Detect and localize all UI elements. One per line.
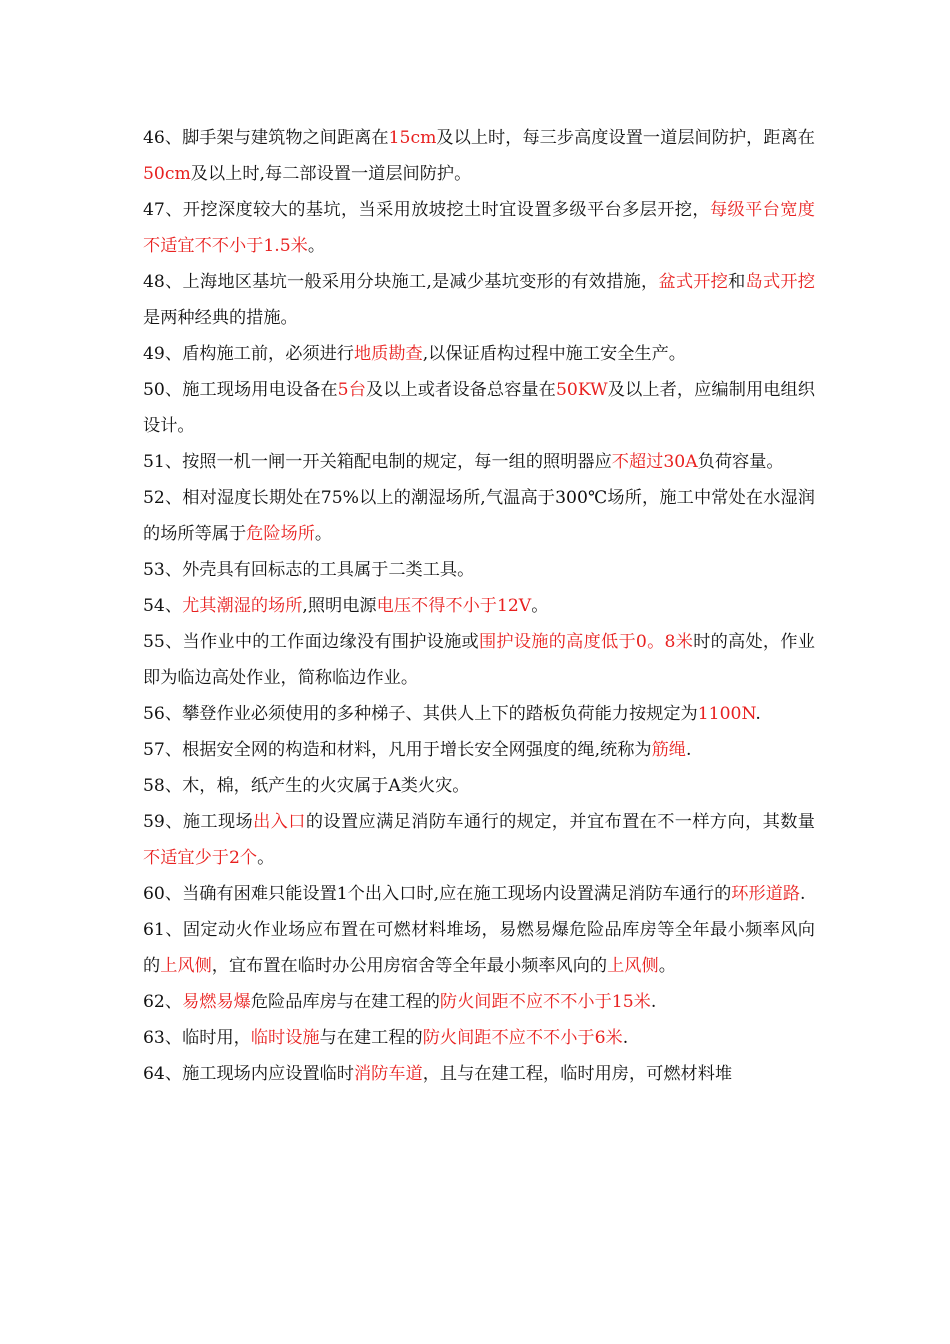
body-text: 及以上时,每二部设置一道层间防护。	[190, 164, 472, 184]
highlighted-text: 15cm	[388, 128, 437, 148]
body-text: 、上海地区基坑一般采用分块施工,是减少基坑变形的有效措施，	[164, 272, 659, 292]
highlighted-text: 5台	[337, 380, 366, 400]
item-number: 49	[143, 344, 165, 364]
body-text: 及以上时，每三步高度设置一道层间防护，距离在	[436, 128, 815, 148]
highlighted-text: 1100N	[697, 704, 756, 724]
item-number: 64	[143, 1064, 165, 1084]
body-text: ，宜布置在临时办公用房宿舍等全年最小频率风向的	[211, 956, 608, 976]
body-text: 和	[728, 272, 746, 292]
item-number: 47	[143, 200, 165, 220]
body-text: ，且与在建工程，临时用房，可燃材料堆	[422, 1064, 733, 1084]
body-text: 、固定动火作业场应布置在可燃材料堆场，易燃易爆危险品库房等全年最小频率风向的	[143, 920, 815, 976]
highlighted-text: 围护设施的高度低于0。8米	[479, 632, 694, 652]
body-text: 。	[257, 848, 275, 868]
body-text: 、按照一机一闸一开关箱配电制的规定，每一组的照明器应	[164, 452, 612, 472]
body-text: 与在建工程的	[319, 1028, 423, 1048]
item-number: 61	[143, 920, 165, 940]
body-text: 、木，棉，纸产生的火灾属于A类火灾。	[164, 776, 470, 796]
highlighted-text: 易燃易爆	[182, 992, 251, 1012]
item-paragraph	[143, 192, 815, 264]
body-text: 及以上者，应编制用电组织设计。	[143, 380, 815, 436]
highlighted-text: 筋绳	[651, 740, 686, 760]
highlighted-text: 每级平台宽度不适宜不不小于1.5米	[143, 200, 815, 256]
body-text: 负荷容量。	[697, 452, 784, 472]
item-paragraph	[143, 1056, 815, 1092]
highlighted-text: 出入口	[253, 812, 306, 832]
item-number: 56	[143, 704, 165, 724]
body-text: 、外壳具有回标志的工具属于二类工具。	[164, 560, 475, 580]
body-text: 、盾构施工前，必须进行	[164, 344, 354, 364]
item-paragraph	[143, 912, 815, 984]
body-text: .	[685, 740, 692, 760]
item-paragraph	[143, 876, 815, 912]
item-paragraph	[143, 984, 815, 1020]
item-paragraph	[143, 624, 815, 696]
item-number: 53	[143, 560, 165, 580]
body-text: 、开挖深度较大的基坑，当采用放坡挖土时宜设置多级平台多层开挖，	[164, 200, 710, 220]
item-paragraph	[143, 264, 815, 336]
item-number: 54	[143, 596, 165, 616]
body-text: .	[755, 704, 761, 724]
body-text: 、	[164, 596, 183, 616]
highlighted-text: 上风侧	[160, 956, 212, 976]
body-text: 、根据安全网的构造和材料，凡用于增长安全网强度的绳,统称为	[164, 740, 652, 760]
highlighted-text: 50KW	[555, 380, 608, 400]
body-text: 、当确有困难只能设置1个出入口时,应在施工现场内设置满足消防车通行的	[164, 884, 732, 904]
body-text: 、脚手架与建筑物之间距离在	[164, 128, 389, 148]
highlighted-text: 岛式开挖	[745, 272, 815, 292]
highlighted-text: 防火间距不应不不小于6米	[422, 1028, 623, 1048]
highlighted-text: 不超过30A	[611, 452, 698, 472]
body-text: 是两种经典的措施。	[143, 308, 298, 328]
body-text: .	[800, 884, 806, 904]
item-number: 62	[143, 992, 165, 1012]
item-number: 63	[143, 1028, 165, 1048]
highlighted-text: 环形道路	[731, 884, 801, 904]
body-text: 及以上或者设备总容量在	[365, 380, 556, 400]
body-text: 、相对湿度长期处在75%以上的潮湿场所,气温高于300℃场所，施工中常处在水湿润的场所等属于	[143, 488, 815, 544]
item-number: 48	[143, 272, 165, 292]
body-text: 、攀登作业必须使用的多种梯子、其供人上下的踏板负荷能力按规定为	[164, 704, 698, 724]
body-text: .	[622, 1028, 629, 1048]
body-text: 的设置应满足消防车通行的规定，并宜布置在不一样方向，其数量	[305, 812, 815, 832]
body-text: ,照明电源	[302, 596, 377, 616]
body-text: 。	[531, 596, 549, 616]
highlighted-text: 防火间距不应不不小于15米	[439, 992, 651, 1012]
item-paragraph	[143, 588, 815, 624]
highlighted-text: 上风侧	[607, 956, 659, 976]
body-text: 。	[307, 236, 326, 256]
item-paragraph	[143, 696, 815, 732]
body-text: 。	[658, 956, 676, 976]
body-text: 、施工现场	[164, 812, 254, 832]
item-number: 51	[143, 452, 165, 472]
body-text: 危险品库房与在建工程的	[250, 992, 440, 1012]
body-text: 、施工现场内应设置临时	[164, 1064, 354, 1084]
item-number: 57	[143, 740, 165, 760]
item-paragraph	[143, 444, 815, 480]
item-number: 58	[143, 776, 165, 796]
item-number: 59	[143, 812, 165, 832]
body-text: 、临时用，	[164, 1028, 251, 1048]
body-text: ,以保证盾构过程中施工安全生产。	[422, 344, 686, 364]
item-paragraph	[143, 336, 815, 372]
highlighted-text: 危险场所	[246, 524, 315, 544]
highlighted-text: 消防车道	[353, 1064, 423, 1084]
item-paragraph	[143, 480, 815, 552]
highlighted-text: 50cm	[143, 164, 191, 184]
highlighted-text: 不适宜少于2个	[143, 848, 258, 868]
body-text: 、施工现场用电设备在	[164, 380, 338, 400]
document-body	[143, 120, 815, 1092]
body-text: 。	[314, 524, 333, 544]
highlighted-text: 地质勘查	[353, 344, 423, 364]
item-paragraph	[143, 804, 815, 876]
body-text: 、当作业中的工作面边缘没有围护设施或	[164, 632, 479, 652]
highlighted-text: 临时设施	[250, 1028, 320, 1048]
highlighted-text: 电压不得不小于12V	[376, 596, 532, 616]
item-paragraph	[143, 552, 815, 588]
item-number: 52	[143, 488, 165, 508]
body-text: 、	[164, 992, 183, 1012]
item-number: 50	[143, 380, 165, 400]
item-number: 60	[143, 884, 165, 904]
highlighted-text: 盆式开挖	[658, 272, 729, 292]
body-text: 时的高处，作业即为临边高处作业，简称临边作业。	[143, 632, 815, 688]
item-paragraph	[143, 732, 815, 768]
item-paragraph	[143, 120, 815, 192]
item-number: 55	[143, 632, 165, 652]
body-text: .	[650, 992, 657, 1012]
highlighted-text: 尤其潮湿的场所	[182, 596, 303, 616]
item-paragraph	[143, 372, 815, 444]
item-paragraph	[143, 1020, 815, 1056]
item-number: 46	[143, 128, 165, 148]
item-paragraph	[143, 768, 815, 804]
